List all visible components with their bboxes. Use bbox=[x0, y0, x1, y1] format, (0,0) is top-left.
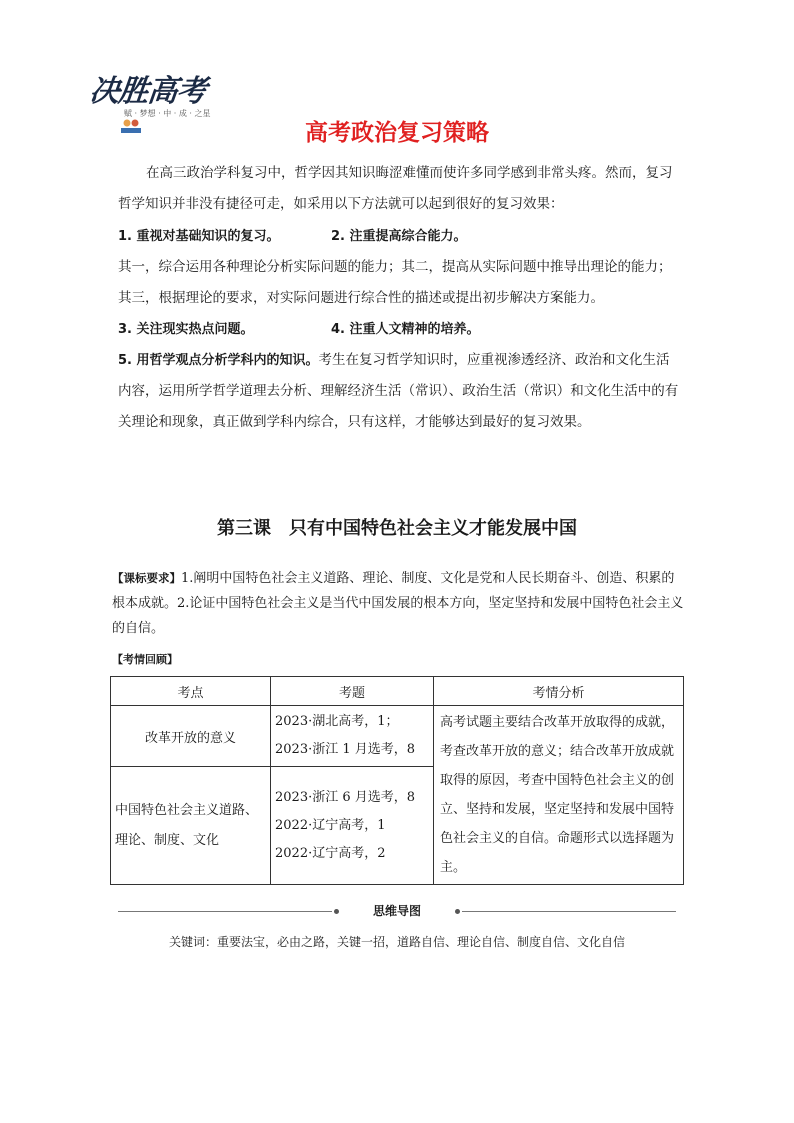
table-row bbox=[111, 706, 684, 767]
question-line: 2023·浙江 1 月选考，8 bbox=[275, 742, 416, 758]
standard-tag: 【课标要求】 bbox=[112, 571, 181, 585]
method-2: 2. 注重提高综合能力。 bbox=[331, 229, 467, 244]
divider-right bbox=[462, 911, 676, 912]
method-3: 3. 关注现实热点问题。 bbox=[118, 322, 254, 337]
question-line: 2023·浙江 6 月选考，8 bbox=[275, 789, 416, 805]
logo-slogan: 赋 · 梦想 · 中 · 成 · 之星 bbox=[124, 109, 211, 118]
header-analysis: 考情分析 bbox=[434, 677, 684, 706]
divider-dot-right bbox=[455, 909, 460, 914]
method-1: 1. 重视对基础知识的复习。 bbox=[118, 229, 280, 244]
point-cell: 中国特色社会主义道路、理论、制度、文化 bbox=[111, 767, 271, 885]
standard-text: 1.阐明中国特色社会主义道路、理论、制度、文化是党和人民长期奋斗、创造、积累的根本成就。2.论证中国特色社会主义是当代中国发展的根本方向，坚定坚持和发展中国特色社会主义的自信。 bbox=[112, 571, 684, 636]
ability-paragraph: 其一，综合运用各种理论分析实际问题的能力；其二，提高从实际问题中推导出理论的能力；其三，根据理论的要求，对实际问题进行综合性的描述或提出初步解决方案能力。 bbox=[118, 259, 672, 306]
method-4: 4. 注重人文精神的培养。 bbox=[331, 322, 480, 337]
exam-table bbox=[110, 676, 684, 885]
question-cell bbox=[271, 706, 434, 767]
review-tag: 【考情回顾】 bbox=[112, 653, 178, 666]
page-title: 高考政治复习策略 bbox=[305, 120, 489, 146]
keywords: 关键词：重要法宝，必由之路，关键一招，道路自信、理论自信、制度自信、文化自信 bbox=[168, 935, 625, 949]
divider-dot-left bbox=[334, 909, 339, 914]
method-5-paragraph bbox=[118, 345, 682, 438]
question-line: 2022·辽宁高考，1 bbox=[275, 817, 386, 833]
analysis-cell: 高考试题主要结合改革开放取得的成就，考查改革开放的意义；结合改革开放成就取得的原因，考查中国特色社会主义的创立、坚持和发展，坚定坚持和发展中国特色社会主义的自信。命题形式以选择题为主。 bbox=[434, 706, 684, 885]
header-point: 考点 bbox=[111, 677, 271, 706]
course-standard bbox=[112, 566, 684, 641]
question-line: 2022·辽宁高考，2 bbox=[275, 845, 386, 861]
table-header-row bbox=[111, 677, 684, 706]
question-line: 2023·湖北高考，1； bbox=[275, 714, 399, 730]
lesson-title: 第三课 只有中国特色社会主义才能发展中国 bbox=[217, 518, 577, 539]
intro-paragraph: 在高三政治学科复习中，哲学因其知识晦涩难懂而使许多同学感到非常头疼。然而，复习哲学知识并非没有捷径可走，如采用以下方法就可以起到很好的复习效果： bbox=[118, 165, 673, 212]
header-question: 考题 bbox=[271, 677, 434, 706]
method-5: 5. 用哲学观点分析学科内的知识。 bbox=[118, 353, 319, 368]
question-cell bbox=[271, 767, 434, 885]
divider-left bbox=[118, 911, 332, 912]
method-5-text: 考生在复习哲学知识时，应重视渗透经济、政治和文化生活内容，运用所学哲学道理去分析、理解经济生活（常识）、政治生活（常识）和文化生活中的有关理论和现象，真正做到学科内综合，只有这样，才能够达到最好的复习效果。 bbox=[118, 352, 679, 430]
point-cell: 改革开放的意义 bbox=[111, 706, 271, 767]
logo-text: 决胜高考 bbox=[87, 74, 208, 109]
mindmap-heading: 思维导图 bbox=[372, 904, 421, 918]
